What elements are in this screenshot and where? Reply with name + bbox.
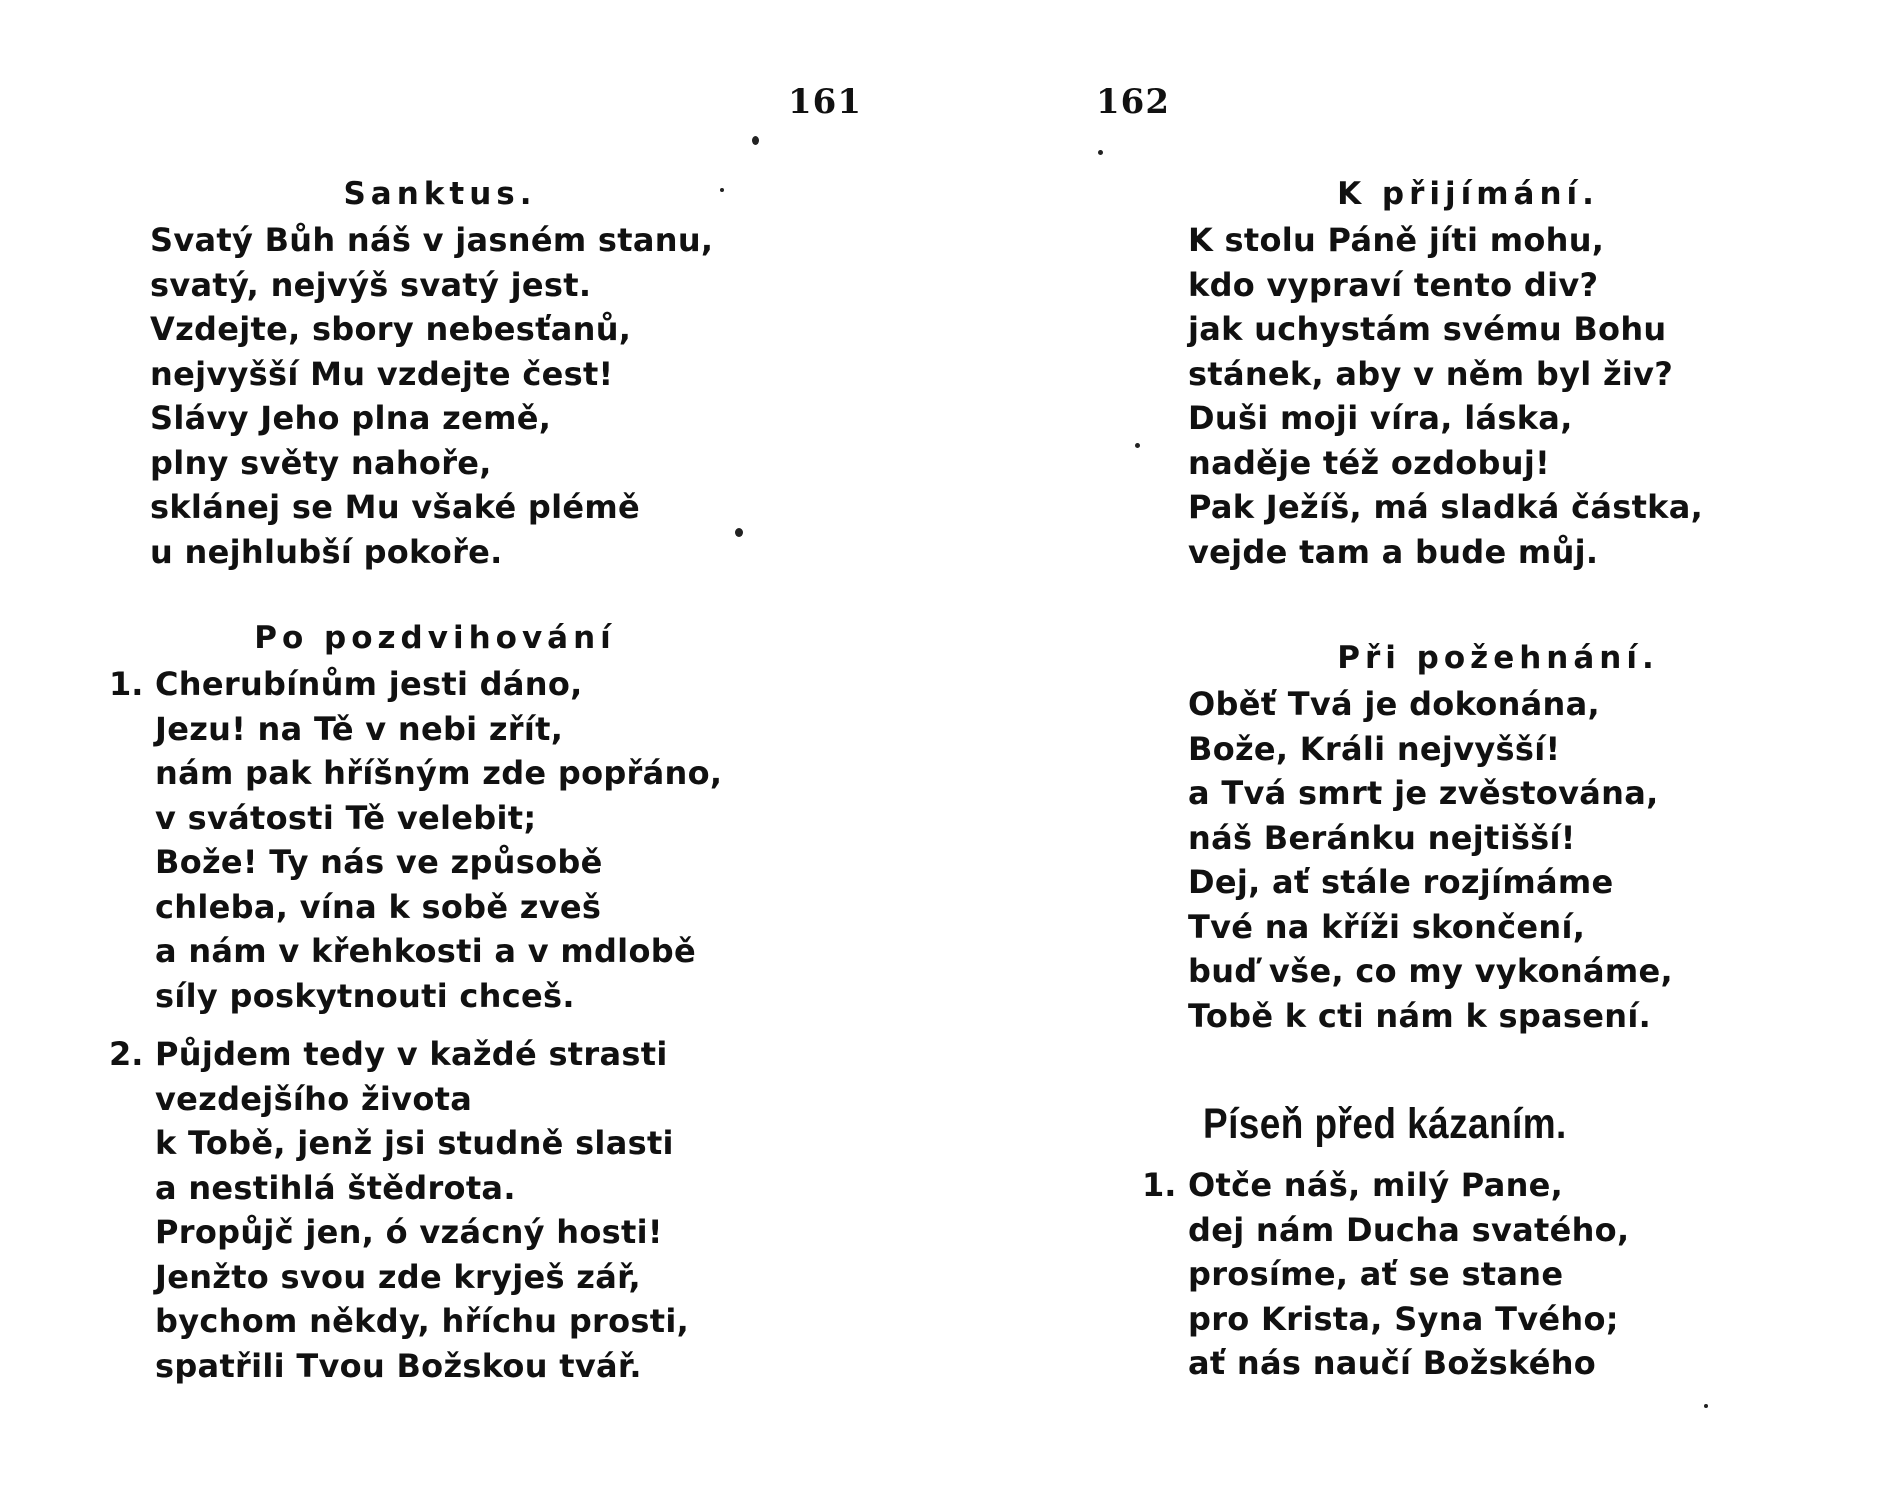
hymn-line: síly poskytnouti chceš.: [155, 976, 575, 1015]
hymn-line: Oběť Tvá je dokonána,: [1188, 685, 1600, 723]
hymn-line: Cherubínům jesti dáno,: [155, 665, 583, 703]
hymn-line: buď vše, co my vykonáme,: [1188, 952, 1673, 990]
hymn-line: plny světy nahoře,: [150, 443, 492, 482]
hymn-k-prijimani: [1188, 176, 1808, 574]
hymn-line: K stolu Páně jíti mohu,: [1188, 221, 1605, 259]
hymn-line: svatý, nejvýš svatý jest.: [150, 265, 592, 304]
hymn-line: Jezu! na Tě v nebi zřít,: [155, 709, 564, 748]
hymn-sanktus: [150, 176, 790, 574]
hymn-line: spatřili Tvou Božskou tvář.: [155, 1346, 642, 1385]
scan-speck: [1098, 150, 1103, 155]
hymn-line: stánek, aby v něm byl živ?: [1188, 354, 1674, 393]
hymn-line: Tobě k cti nám k spasení.: [1188, 996, 1652, 1035]
hymn-line: Dej, ať stále rozjímáme: [1188, 863, 1614, 901]
verse: [109, 662, 795, 1018]
hymn-po-pozdvihovani: [109, 620, 795, 1388]
hymn-title: K přijímání.: [1337, 176, 1599, 212]
scan-speck: [1135, 443, 1140, 448]
hymn-line: Bože, Králi nejvyšší!: [1188, 729, 1561, 768]
hymn-line: Pak Ježíš, má sladká částka,: [1188, 488, 1704, 526]
hymn-line: v svátosti Tě velebit;: [155, 798, 537, 837]
hymn-title: Při požehnání.: [1337, 640, 1659, 676]
verse-lines: [1188, 1163, 1828, 1386]
verse-number: 1.: [1142, 1166, 1177, 1204]
hymn-line: dej nám Ducha svatého,: [1188, 1210, 1630, 1249]
hymn-title: Sanktus.: [343, 176, 537, 212]
page-number: 162: [1096, 82, 1170, 122]
verse-lines: [155, 1032, 795, 1388]
hymn-lines: [150, 218, 790, 574]
hymn-line: kdo vypraví tento div?: [1188, 265, 1599, 304]
verse-lines: [155, 662, 795, 1018]
hymn-line: pro Krista, Syna Tvého;: [1188, 1299, 1619, 1338]
scan-speck: [752, 136, 759, 145]
hymn-line: jak uchystám svému Bohu: [1188, 310, 1667, 348]
scan-speck: [735, 528, 743, 537]
hymn-lines: [1188, 682, 1808, 1038]
verse: [109, 1032, 795, 1388]
hymn-line: nám pak hříšným zde popřáno,: [155, 754, 723, 792]
hymn-line: Jenžto svou zde kryješ zář,: [155, 1257, 641, 1296]
hymn-line: naděje též ozdobuj!: [1188, 443, 1551, 482]
hymn-line: nejvyšší Mu vzdejte čest!: [150, 354, 614, 393]
hymn-pri-pozehnani: [1188, 640, 1808, 1038]
verse: [1142, 1163, 1828, 1386]
hymn-line: Půjdem tedy v každé strasti: [155, 1035, 668, 1073]
hymn-line: Propůjč jen, ó vzácný hosti!: [155, 1213, 663, 1251]
hymn-title: Po pozdvihování: [254, 620, 616, 656]
hymn-line: u nejhlubší pokoře.: [150, 532, 503, 571]
hymn-line: prosíme, ať se stane: [1188, 1255, 1564, 1293]
hymn-line: a nám v křehkosti a v mdlobě: [155, 932, 696, 970]
verse-number: 2.: [109, 1035, 144, 1073]
hymn-pisen-pred-kazanim: [1142, 1100, 1828, 1386]
right-page: [946, 0, 1892, 1500]
hymn-line: chleba, vína k sobě zveš: [155, 887, 602, 926]
hymn-line: a nestihlá štědrota.: [155, 1168, 516, 1207]
verse-number: 1.: [109, 665, 144, 703]
hymn-line: Vzdejte, sbory nebesťanů,: [150, 310, 632, 348]
scan-speck: [720, 188, 724, 192]
page-number: 161: [788, 82, 862, 122]
hymn-line: Tvé na kříži skončení,: [1188, 907, 1586, 946]
hymn-line: Otče náš, milý Pane,: [1188, 1166, 1564, 1204]
hymn-line: ať nás naučí Božského: [1188, 1344, 1597, 1382]
scan-speck: [1704, 1404, 1708, 1408]
hymn-lines: [1188, 218, 1808, 574]
hymn-line: sklánej se Mu všaké plémě: [150, 488, 641, 526]
hymn-line: Slávy Jeho plna země,: [150, 399, 552, 437]
hymn-line: Duši moji víra, láska,: [1188, 399, 1573, 437]
hymn-title: Píseň před kázaním.: [1203, 1100, 1567, 1148]
hymn-line: a Tvá smrt je zvěstována,: [1188, 774, 1659, 812]
hymn-line: k Tobě, jenž jsi studně slasti: [155, 1124, 674, 1162]
hymn-line: Svatý Bůh náš v jasném stanu,: [150, 221, 714, 259]
hymn-line: náš Beránku nejtišší!: [1188, 818, 1576, 857]
hymn-line: vezdejšího života: [155, 1079, 473, 1118]
hymn-line: bychom někdy, hříchu prosti,: [155, 1302, 690, 1340]
hymn-line: vejde tam a bude můj.: [1188, 532, 1599, 571]
hymn-line: Bože! Ty nás ve způsobě: [155, 843, 603, 881]
